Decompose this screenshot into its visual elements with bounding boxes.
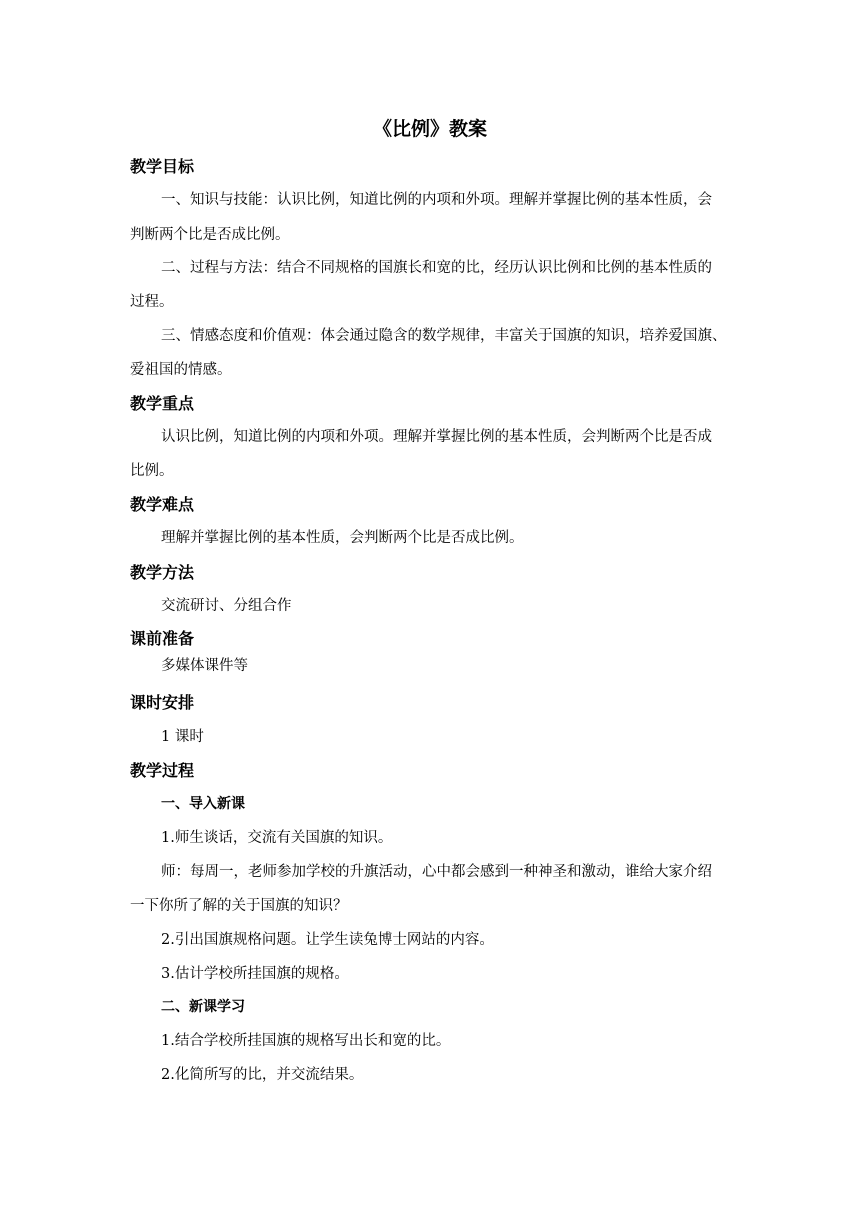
process-part-1-step-3: 3.估计学校所挂国旗的规格。 <box>161 966 349 982</box>
process-part-2-step-1: 1.结合学校所挂国旗的规格写出长和宽的比。 <box>161 1033 451 1049</box>
difficulties-line-1: 理解并掌握比例的基本性质，会判断两个比是否成比例。 <box>161 530 524 546</box>
heading-schedule: 课时安排 <box>130 693 195 712</box>
objective-3-line-2: 爱祖国的情感。 <box>130 362 232 378</box>
methods-line-1: 交流研讨、分组合作 <box>161 598 292 614</box>
process-part-1-heading: 一、导入新课 <box>161 796 245 812</box>
heading-process: 教学过程 <box>130 761 195 780</box>
teacher-speech-line-1: 师：每周一，老师参加学校的升旗活动，心中都会感到一种神圣和激动，谁给大家介绍 <box>161 864 712 880</box>
key-points-line-1: 认识比例，知道比例的内项和外项。理解并掌握比例的基本性质，会判断两个比是否成 <box>161 429 712 445</box>
process-part-1-step-1: 1.师生谈话，交流有关国旗的知识。 <box>161 830 393 846</box>
objective-1-line-2: 判断两个比是否成比例。 <box>130 227 290 243</box>
heading-difficulties: 教学难点 <box>130 495 195 514</box>
key-points-line-2: 比例。 <box>130 463 174 479</box>
document-title: 《比例》教案 <box>372 118 487 140</box>
preparation-line-1: 多媒体课件等 <box>161 658 248 674</box>
objective-2-line-1: 二、过程与方法：结合不同规格的国旗长和宽的比，经历认识比例和比例的基本性质的 <box>161 260 712 276</box>
objective-2-line-2: 过程。 <box>130 294 174 310</box>
process-part-2-heading: 二、新课学习 <box>161 999 245 1015</box>
heading-preparation: 课前准备 <box>130 629 195 648</box>
objective-1-line-1: 一、知识与技能：认识比例，知道比例的内项和外项。理解并掌握比例的基本性质，会 <box>161 192 712 208</box>
heading-key-points: 教学重点 <box>130 394 195 413</box>
process-part-1-step-2: 2.引出国旗规格问题。让学生读兔博士网站的内容。 <box>161 932 494 948</box>
heading-objectives: 教学目标 <box>130 157 195 176</box>
process-part-2-step-2: 2.化简所写的比，并交流结果。 <box>161 1067 364 1083</box>
heading-methods: 教学方法 <box>130 563 195 582</box>
teacher-speech-line-2: 一下你所了解的关于国旗的知识？ <box>130 898 348 914</box>
schedule-line-1: 1 课时 <box>161 729 204 745</box>
objective-3-line-1: 三、情感态度和价值观：体会通过隐含的数学规律，丰富关于国旗的知识，培养爱国旗、 <box>161 328 727 344</box>
